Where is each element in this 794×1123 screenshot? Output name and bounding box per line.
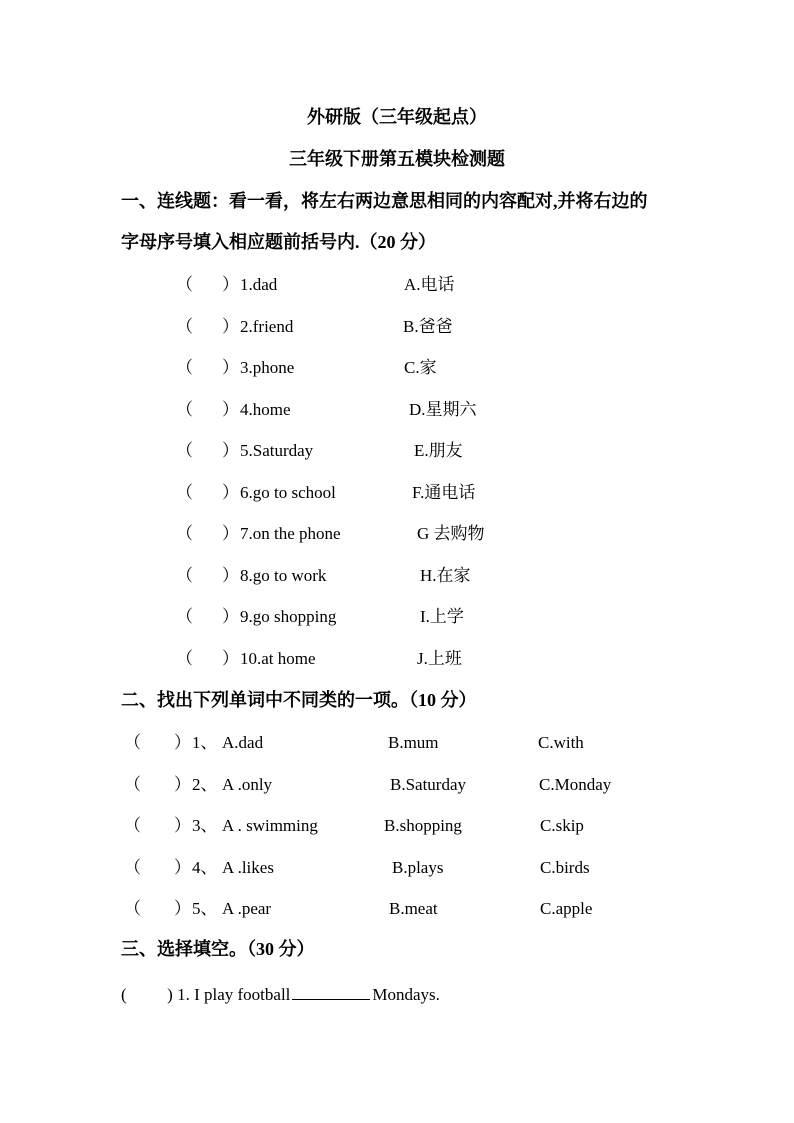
right-item: I.上学 bbox=[420, 607, 464, 626]
answer-paren-open[interactable]: （ bbox=[124, 816, 141, 835]
answer-paren-open[interactable]: （ bbox=[176, 648, 193, 668]
option-c: C.with bbox=[538, 733, 584, 752]
right-item: E.朋友 bbox=[414, 441, 463, 460]
answer-paren-open[interactable]: （ bbox=[176, 358, 193, 377]
option-c: C.skip bbox=[540, 816, 584, 835]
left-item: 4.home bbox=[240, 399, 291, 419]
answer-paren-close: ） bbox=[222, 399, 239, 419]
left-item: 9.go shopping bbox=[240, 607, 337, 626]
option-a: A .only bbox=[222, 774, 273, 794]
answer-paren-open[interactable]: （ bbox=[176, 441, 193, 460]
question-row bbox=[121, 983, 440, 1003]
option-c: C.Monday bbox=[539, 774, 612, 794]
question-number: 3、 bbox=[192, 816, 218, 835]
option-a: A .pear bbox=[222, 899, 272, 918]
question-text-after: Mondays. bbox=[372, 985, 440, 1004]
answer-paren-close: ） bbox=[222, 565, 239, 585]
left-item: 8.go to work bbox=[240, 565, 327, 585]
answer-paren-open[interactable]: （ bbox=[176, 275, 193, 294]
left-item: 6.go to school bbox=[240, 482, 336, 502]
answer-paren-close: ） bbox=[222, 316, 239, 336]
question-number: 1、 bbox=[192, 733, 218, 752]
answer-paren-close: ） bbox=[222, 648, 239, 668]
left-item: 7.on the phone bbox=[240, 524, 341, 543]
answer-paren-close: ） bbox=[222, 607, 239, 626]
option-b: B.shopping bbox=[384, 816, 462, 835]
option-b: B.plays bbox=[392, 857, 444, 877]
answer-paren-close: ） bbox=[222, 482, 239, 502]
answer-paren-open[interactable]: （ bbox=[124, 857, 141, 877]
section2-heading: 二、找出下列单词中不同类的一项。（10 分） bbox=[121, 690, 477, 710]
answer-paren-open[interactable]: （ bbox=[176, 399, 193, 419]
document-title: 外研版（三年级起点） bbox=[307, 107, 487, 127]
question-text: ) 1. I play football bbox=[167, 985, 291, 1004]
answer-paren-open[interactable]: （ bbox=[124, 774, 141, 794]
section1-heading-line1: 一、连线题：看一看，将左右两边意思相同的内容配对,并将右边的 bbox=[121, 191, 648, 211]
answer-paren-close: ） bbox=[174, 774, 191, 794]
option-a: A .likes bbox=[222, 857, 274, 877]
option-a: A . swimming bbox=[222, 816, 318, 835]
document-subtitle: 三年级下册第五模块检测题 bbox=[289, 149, 505, 169]
answer-paren-open[interactable]: （ bbox=[124, 733, 141, 752]
answer-paren-open[interactable]: （ bbox=[176, 482, 193, 502]
answer-paren-open[interactable]: （ bbox=[176, 565, 193, 585]
answer-paren-close: ） bbox=[174, 857, 191, 877]
question-number: 2、 bbox=[192, 774, 218, 794]
option-c: C.apple bbox=[540, 899, 593, 918]
left-item: 2.friend bbox=[240, 316, 294, 336]
answer-paren-close: ） bbox=[222, 358, 239, 377]
option-b: B.mum bbox=[388, 733, 439, 752]
right-item: D.星期六 bbox=[409, 399, 477, 419]
right-item: G 去购物 bbox=[417, 524, 485, 543]
left-item: 5.Saturday bbox=[240, 441, 314, 460]
left-item: 10.at home bbox=[240, 648, 316, 668]
section3-heading: 三、选择填空。（30 分） bbox=[121, 939, 315, 959]
answer-paren-open[interactable]: （ bbox=[176, 607, 193, 626]
answer-paren-close: ） bbox=[174, 816, 191, 835]
answer-paren-close: ） bbox=[222, 441, 239, 460]
answer-paren-open[interactable]: （ bbox=[124, 899, 141, 918]
right-item: J.上班 bbox=[417, 648, 462, 668]
answer-paren-close: ） bbox=[222, 524, 239, 543]
right-item: F.通电话 bbox=[412, 482, 476, 502]
right-item: B.爸爸 bbox=[403, 316, 453, 336]
answer-paren-open[interactable]: （ bbox=[176, 524, 193, 543]
question-number: 4、 bbox=[192, 857, 218, 877]
option-b: B.meat bbox=[389, 899, 438, 918]
question-number: 5、 bbox=[192, 899, 218, 918]
fill-blank[interactable] bbox=[292, 983, 370, 1000]
right-item: H.在家 bbox=[420, 565, 471, 585]
option-c: C.birds bbox=[540, 857, 590, 877]
answer-paren-open: ( bbox=[121, 985, 127, 1004]
answer-paren-close: ） bbox=[174, 899, 191, 918]
answer-paren-open[interactable]: （ bbox=[176, 316, 193, 336]
answer-paren-close: ） bbox=[174, 733, 191, 752]
right-item: A.电话 bbox=[404, 275, 455, 294]
section1-heading-line2: 字母序号填入相应题前括号内.（20 分） bbox=[121, 232, 436, 252]
left-item: 1.dad bbox=[240, 275, 278, 294]
answer-paren-close: ） bbox=[222, 275, 239, 294]
option-a: A.dad bbox=[222, 733, 264, 752]
option-b: B.Saturday bbox=[390, 774, 467, 794]
left-item: 3.phone bbox=[240, 358, 295, 377]
right-item: C.家 bbox=[404, 358, 437, 377]
